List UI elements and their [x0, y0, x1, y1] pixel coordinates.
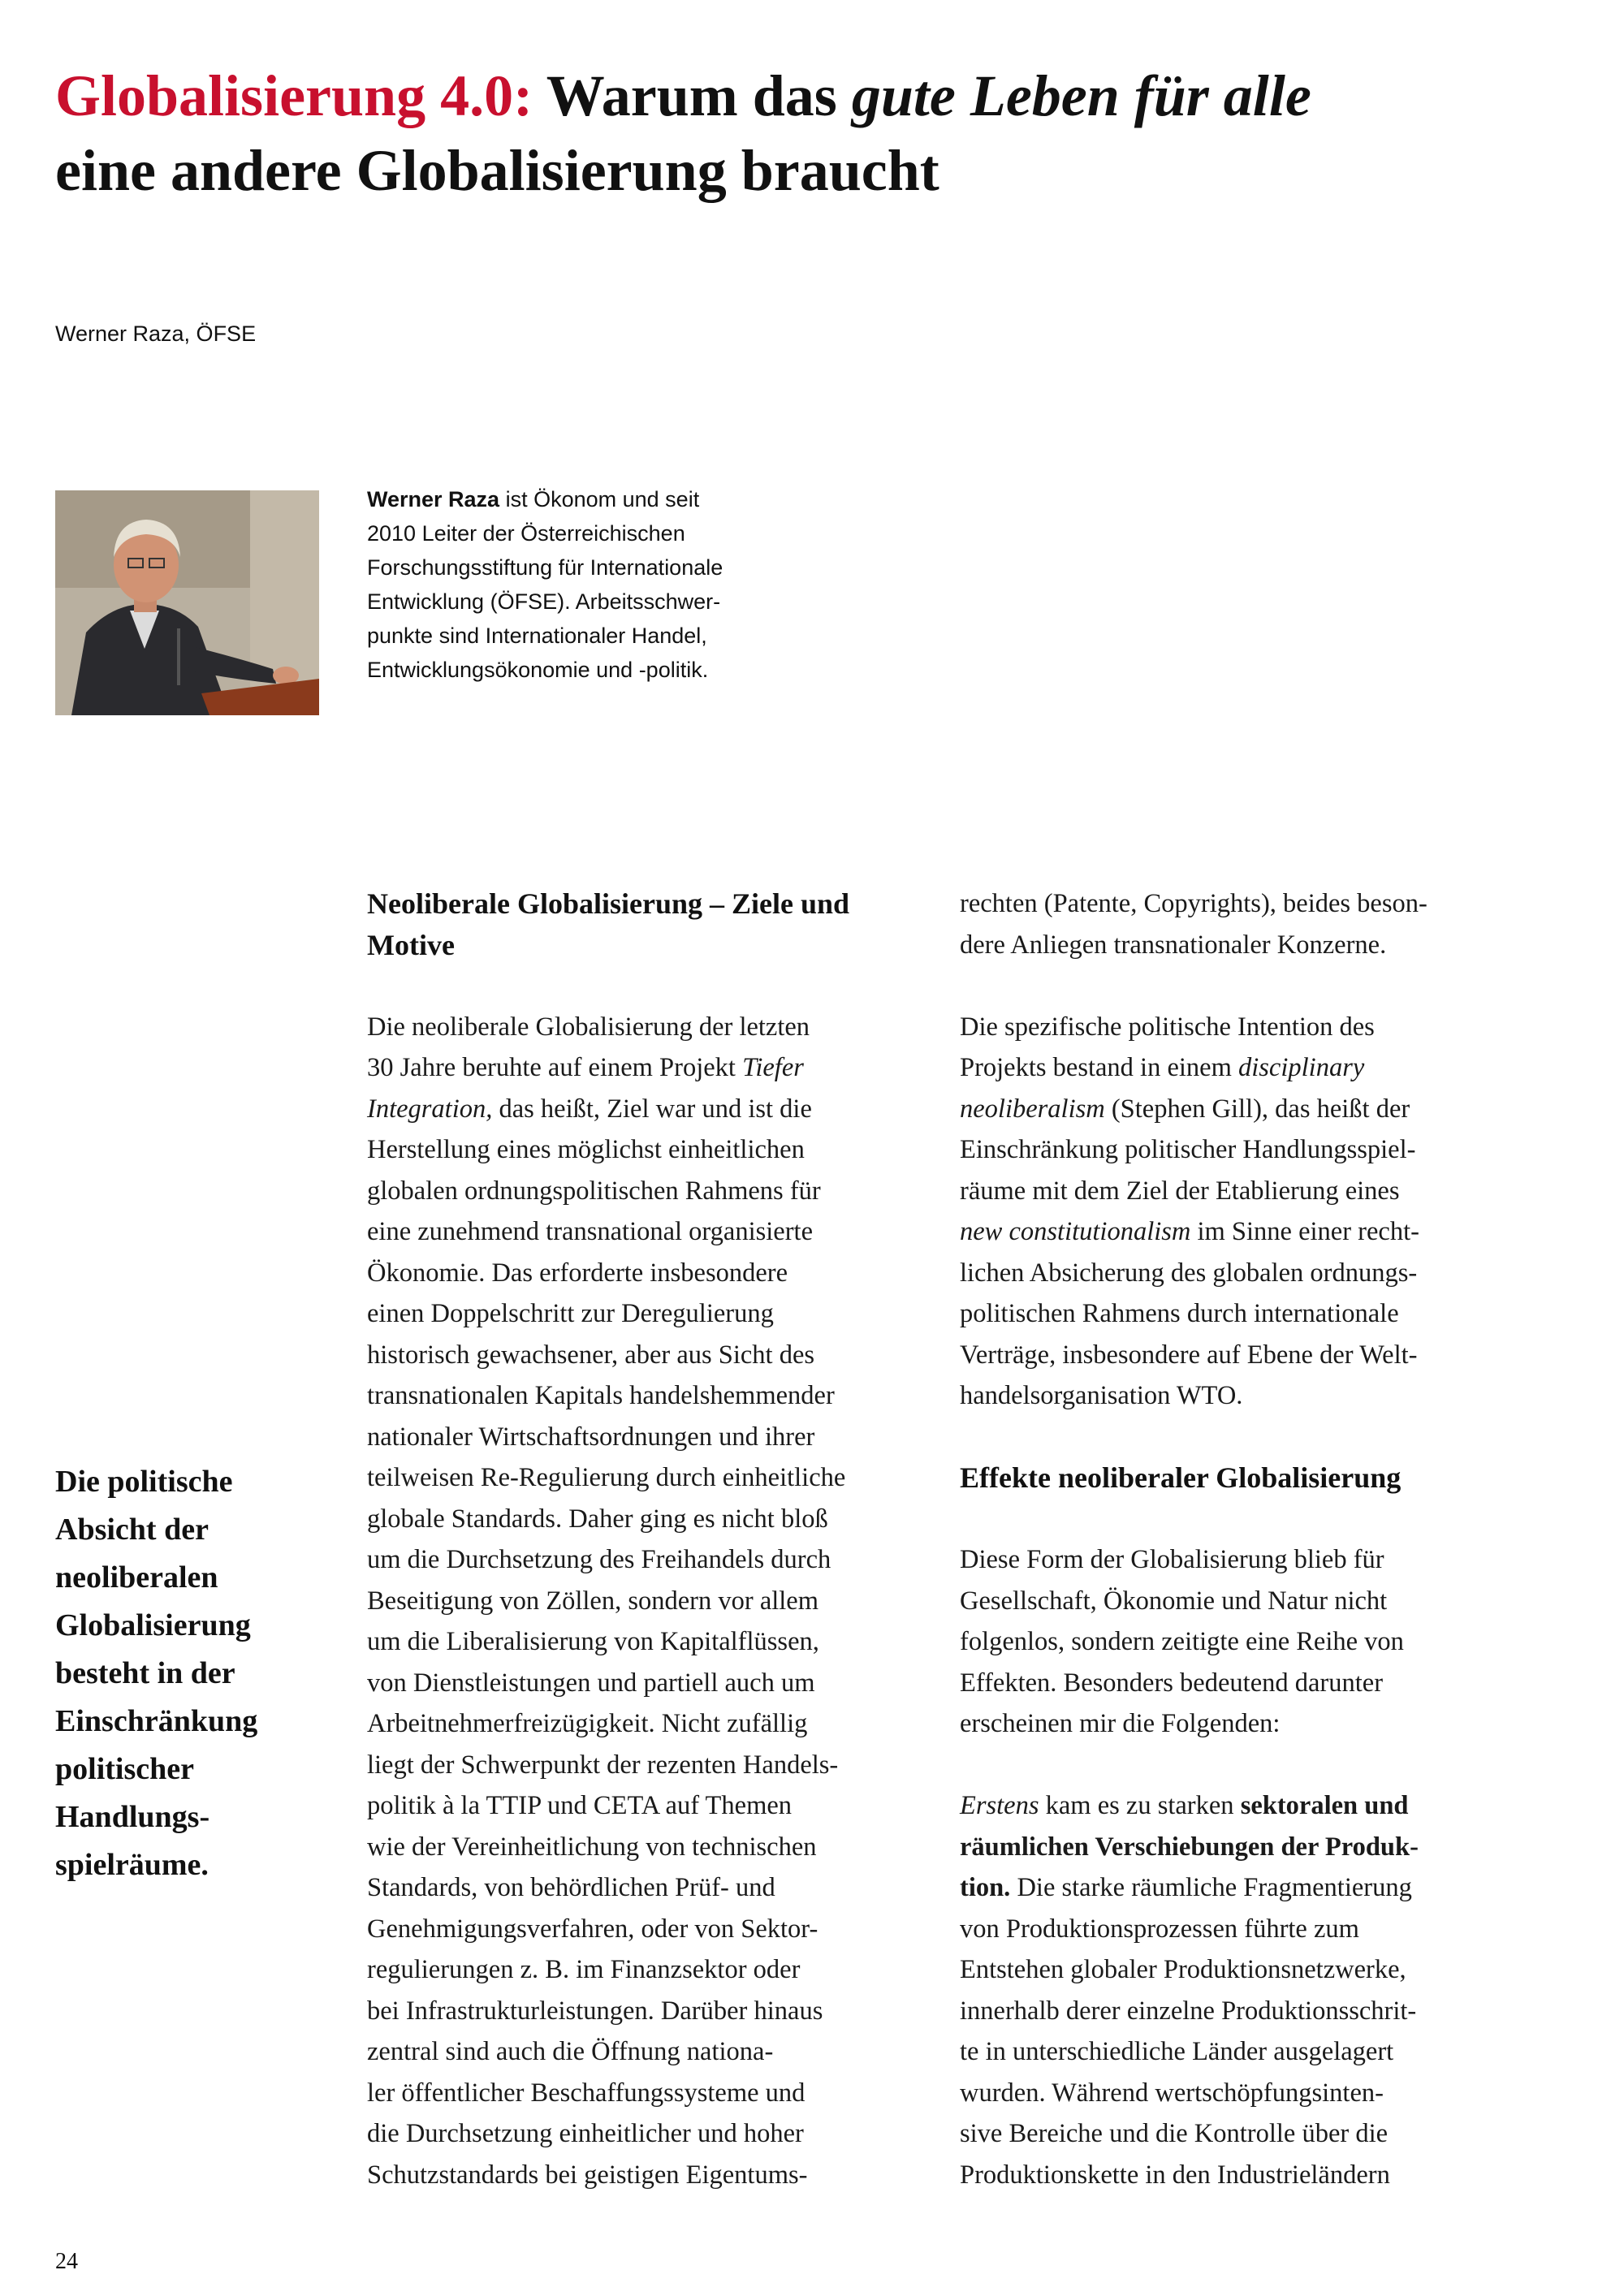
section-heading-effects: Effekte neoliberaler Globalisierung: [960, 1461, 1402, 1494]
portrait-image: [55, 490, 319, 715]
article-title: [55, 58, 1566, 208]
paragraph-line: Schutzstandards bei geistigen Eigentums-: [367, 2160, 808, 2190]
paragraph-line: liegt der Schwerpunkt der rezenten Handels-: [367, 1750, 839, 1780]
pull-quote-line: neoliberalen: [55, 1560, 218, 1595]
paragraph-line: ler öffentlicher Beschaffungssysteme und: [367, 2078, 806, 2108]
paragraph-line: globalen ordnungspolitischen Rahmens für: [367, 1176, 821, 1206]
pull-quote-line: Absicht der: [55, 1513, 209, 1547]
author-portrait: [55, 490, 319, 715]
text-run: Die starke räumliche Fragmentierung: [1010, 1873, 1412, 1902]
paragraph-line: Effekten. Besonders bedeutend darunter: [960, 1668, 1384, 1698]
paragraph-line: um die Liberalisierung von Kapitalflüssen,: [367, 1627, 819, 1656]
paragraph-line: [960, 1211, 1528, 1253]
emphasis-term: Tiefer: [742, 1053, 804, 1082]
paragraph-line: historisch gewachsener, aber aus Sicht des: [367, 1340, 815, 1370]
paragraph-line: Produktionskette in den Industrieländern: [960, 2160, 1390, 2190]
paragraph-line: Standards, von behördlichen Prüf- und: [367, 1873, 775, 1902]
text-run: 30 Jahre beruhte auf einem Projekt: [367, 1053, 743, 1082]
paragraph-line: rechten (Patente, Copyrights), beides beson-: [960, 889, 1427, 918]
pull-quote-line: Die politische: [55, 1465, 233, 1499]
text-run: im Sinne einer recht-: [1190, 1217, 1419, 1246]
paragraph-line: [960, 1047, 1528, 1089]
strong-term: tion.: [960, 1873, 1011, 1902]
paragraph-line: Einschränkung politischer Handlungsspiel-: [960, 1135, 1416, 1164]
paragraph-line: [960, 1785, 1528, 1827]
paragraph-line: lichen Absicherung des globalen ordnungs-: [960, 1258, 1418, 1288]
paragraph-line: von Dienstleistungen und partiell auch um: [367, 1668, 815, 1698]
paragraph-line: die Durchsetzung einheitlicher und hoher: [367, 2119, 804, 2148]
paragraph-line: handelsorganisation WTO.: [960, 1381, 1243, 1410]
paragraph-line: Gesellschaft, Ökonomie und Natur nicht: [960, 1586, 1388, 1616]
text-run: das heißt, Ziel war und ist die: [492, 1094, 812, 1124]
bio-line: ist Ökonom und seit: [499, 487, 700, 511]
paragraph-line: Entstehen globaler Produktionsnetzwerke,: [960, 1955, 1406, 1984]
paragraph-line: globale Standards. Daher ging es nicht bloß: [367, 1504, 828, 1534]
emphasis-term: disciplinary: [1238, 1053, 1365, 1082]
paragraph-line: Ökonomie. Das erforderte insbesondere: [367, 1258, 788, 1288]
pull-quote-line: politischer: [55, 1752, 194, 1786]
emphasis-term: Erstens: [960, 1791, 1039, 1820]
pull-quote-line: Handlungs-: [55, 1800, 210, 1834]
bio-line: punkte sind Internationaler Handel,: [367, 624, 707, 648]
pull-quote-line: Globalisierung: [55, 1608, 251, 1642]
paragraph-line: politischen Rahmens durch internationale: [960, 1299, 1399, 1328]
pull-quote-line: spielräume.: [55, 1848, 209, 1882]
body-column-right: [960, 883, 1528, 2195]
paragraph-line: [367, 1047, 935, 1089]
paragraph-line: teilweisen Re-Regulierung durch einheitliche: [367, 1463, 846, 1492]
strong-term: räumlichen Verschiebungen der Produk-: [960, 1832, 1419, 1862]
title-text-part1: Warum das: [533, 63, 852, 128]
paragraph-line: [960, 1867, 1528, 1909]
title-series-label: Globalisierung 4.0:: [55, 63, 533, 128]
paragraph-line: sive Bereiche und die Kontrolle über die: [960, 2119, 1389, 2148]
emphasis-term: Integration,: [367, 1094, 493, 1124]
section-heading-neoliberal-goals: Motive: [367, 928, 455, 961]
paragraph-line: einen Doppelschritt zur Deregulierung: [367, 1299, 774, 1328]
paragraph-line: um die Durchsetzung des Freihandels durch: [367, 1545, 831, 1574]
paragraph-line: [960, 1827, 1528, 1868]
title-text-italic: gute Leben für alle: [851, 63, 1311, 128]
author-byline: Werner Raza, ÖFSE: [55, 322, 257, 346]
pull-quote-line: Einschränkung: [55, 1704, 258, 1738]
pull-quote: [55, 1458, 299, 1889]
emphasis-term: new constitutionalism: [960, 1217, 1191, 1246]
bio-line: 2010 Leiter der Österreichischen: [367, 521, 685, 546]
bio-line: Forschungsstiftung für Internationale: [367, 555, 723, 580]
paragraph-line: te in unterschiedliche Länder ausgelagert: [960, 2037, 1394, 2066]
paragraph-line: Herstellung eines möglichst einheitlichen: [367, 1135, 805, 1164]
paragraph-line: eine zunehmend transnational organisierte: [367, 1217, 813, 1246]
strong-term: sektoralen und: [1240, 1791, 1409, 1820]
paragraph-line: politik à la TTIP und CETA auf Themen: [367, 1791, 793, 1820]
paragraph-line: bei Infrastrukturleistungen. Darüber hinaus: [367, 1996, 823, 2026]
paragraph-line: Arbeitnehmerfreizügigkeit. Nicht zufällig: [367, 1709, 808, 1738]
paragraph-line: erscheinen mir die Folgenden:: [960, 1709, 1281, 1738]
text-run: Projekts bestand in einem: [960, 1053, 1238, 1082]
paragraph-line: zentral sind auch die Öffnung nationa-: [367, 2037, 774, 2066]
paragraph-line: [960, 1089, 1528, 1130]
emphasis-term: neoliberalism: [960, 1094, 1105, 1124]
paragraph-line: folgenlos, sondern zeitigte eine Reihe von: [960, 1627, 1404, 1656]
paragraph-line: Beseitigung von Zöllen, sondern vor allem: [367, 1586, 819, 1616]
bio-line: Entwicklungsökonomie und -politik.: [367, 658, 709, 682]
paragraph-line: Die spezifische politische Intention des: [960, 1012, 1375, 1042]
paragraph-line: dere Anliegen transnationaler Konzerne.: [960, 930, 1387, 960]
paragraph-line: räume mit dem Ziel der Etablierung eines: [960, 1176, 1400, 1206]
title-text-line2: eine andere Globalisierung braucht: [55, 138, 939, 203]
paragraph-line: von Produktionsprozessen führte zum: [960, 1914, 1359, 1944]
paragraph-line: Verträge, insbesondere auf Ebene der Welt-: [960, 1340, 1418, 1370]
body-column-left: [367, 883, 935, 2195]
paragraph-line: transnationalen Kapitals handelshemmender: [367, 1381, 835, 1410]
bio-line: Entwicklung (ÖFSE). Arbeitsschwer-: [367, 589, 721, 614]
paragraph-line: wie der Vereinheitlichung von technischen: [367, 1832, 817, 1862]
paragraph-line: Die neoliberale Globalisierung der letzten: [367, 1012, 810, 1042]
paragraph-line: [367, 1089, 935, 1130]
text-run: kam es zu starken: [1039, 1791, 1241, 1820]
page-number: 24: [55, 2249, 78, 2274]
paragraph-line: regulierungen z. B. im Finanzsektor oder: [367, 1955, 801, 1984]
text-run: (Stephen Gill), das heißt der: [1104, 1094, 1410, 1124]
paragraph-line: nationaler Wirtschaftsordnungen und ihrer: [367, 1422, 815, 1452]
section-heading-neoliberal-goals: Neoliberale Globalisierung – Ziele und: [367, 887, 850, 920]
author-bio: [367, 482, 789, 687]
paragraph-line: Genehmigungsverfahren, oder von Sektor-: [367, 1914, 818, 1944]
pull-quote-line: besteht in der: [55, 1656, 235, 1690]
paragraph-line: Diese Form der Globalisierung blieb für: [960, 1545, 1384, 1574]
paragraph-line: innerhalb derer einzelne Produktionsschrit-: [960, 1996, 1417, 2026]
bio-name: Werner Raza: [367, 487, 500, 511]
paragraph-line: wurden. Während wertschöpfungsinten-: [960, 2078, 1384, 2108]
